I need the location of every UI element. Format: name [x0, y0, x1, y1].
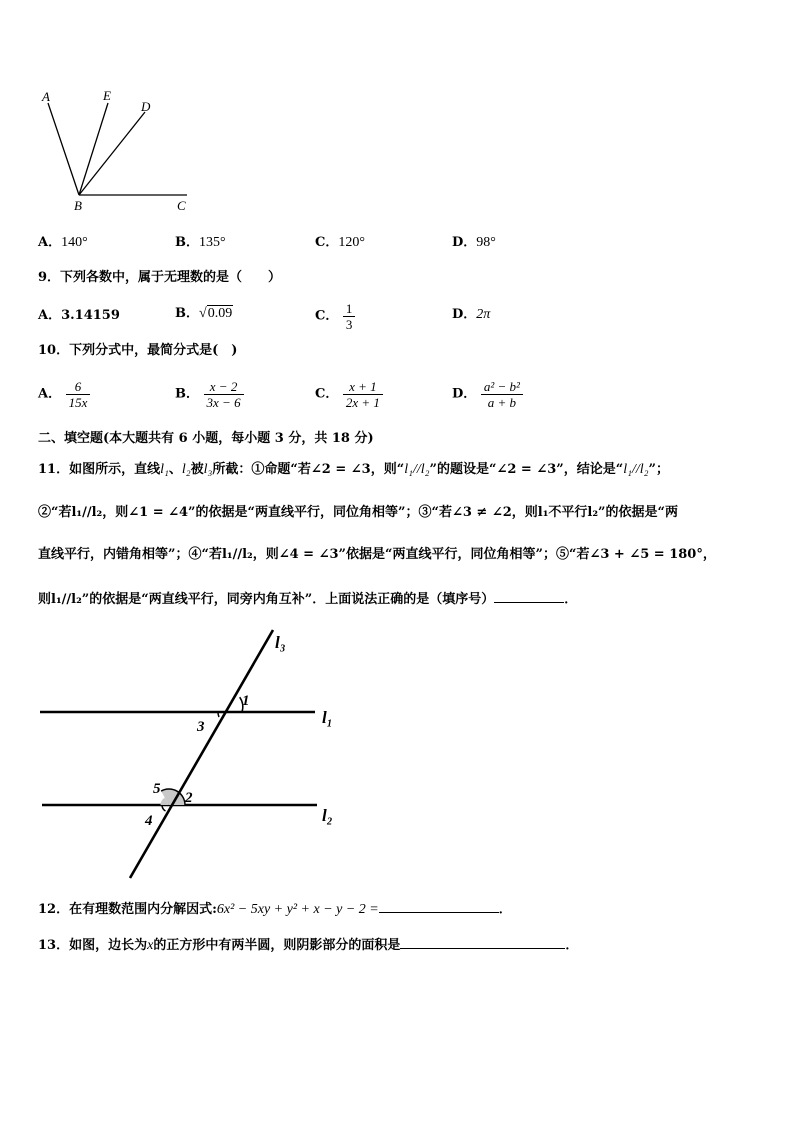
- q10-options: [38, 379, 558, 419]
- answer-blank-q12[interactable]: [379, 900, 499, 913]
- q9-option-a[interactable]: A．3.14159: [38, 308, 120, 323]
- label-l2: l₂: [322, 806, 333, 825]
- angle-label-1: 1: [242, 693, 250, 709]
- q9-option-b[interactable]: B．√0.09: [175, 306, 233, 321]
- q8-option-d[interactable]: D．98°: [452, 235, 496, 250]
- fraction-d: $\frac{\text{a² − b²}}{a + b}$: [481, 379, 523, 410]
- q10-stem: 10．下列分式中，最简分式是( ): [38, 343, 238, 358]
- fraction-c: $\frac{x + 1}{2x + 1}$: [343, 379, 383, 410]
- q10-option-b[interactable]: B． $\frac{x - 2}{3x - 6}$: [175, 379, 244, 410]
- q11-line-2: ②“若l₁//l₂，则∠1 = ∠4”的依据是“两直线平行，同位角相等”；③“若∠3 ≠ ∠2，则l₁不平行l₂”的依据是“两: [38, 505, 679, 520]
- label-A: A: [42, 89, 50, 104]
- fraction-a: $\frac{6}{15x}$: [66, 379, 91, 410]
- parallel-lines-figure: [35, 622, 355, 882]
- q10-option-c[interactable]: C． $\frac{x + 1}{2x + 1}$: [315, 379, 383, 410]
- angle-figure: [30, 85, 200, 215]
- label-D: D: [141, 99, 151, 114]
- label-l1: l₁: [322, 708, 333, 727]
- label-C: C: [177, 198, 186, 213]
- q8-option-a[interactable]: A．140°: [38, 235, 88, 250]
- label-l3: l₃: [275, 633, 286, 652]
- q9-options: [38, 301, 558, 337]
- q9-option-c[interactable]: C． $\frac{1}{3}$: [315, 301, 355, 332]
- q8-options: [38, 235, 558, 253]
- q11-line-4: 则l₁//l₂”的依据是“两直线平行，同旁内角互补”．上面说法正确的是（填序号） ．: [38, 592, 578, 607]
- label-E: E: [103, 88, 111, 103]
- label-B: B: [74, 198, 82, 213]
- q9-stem: 9．下列各数中，属于无理数的是（ ）: [38, 270, 282, 285]
- q12-line: 12．在有理数范围内分解因式:6x² − 5xy + y² + x − y − 2 = ．: [38, 902, 512, 917]
- q9-option-d[interactable]: D．2π: [452, 307, 491, 322]
- q8-option-c[interactable]: C．120°: [315, 235, 365, 250]
- q10-option-a[interactable]: A． $\frac{6}{15x}$: [38, 379, 90, 410]
- answer-blank-q11[interactable]: [494, 590, 564, 603]
- sqrt-symbol: √: [199, 306, 207, 321]
- answer-blank-q13[interactable]: [400, 936, 565, 949]
- q11-line-1: 11．如图所示，直线l₁、l₂被l₃所截：①命题“若∠2 = ∠3，则“l₁//l₂”的题设是“∠2 = ∠3”，结论是“l₁//l₂”；: [38, 462, 670, 477]
- section-title: 二、填空题(本大题共有 6 小题，每小题 3 分，共 18 分): [38, 431, 374, 446]
- fraction-one-third: $\frac{1}{3}$: [343, 301, 356, 332]
- q8-option-b[interactable]: B．135°: [175, 235, 226, 250]
- fraction-b: $\frac{x - 2}{3x - 6}$: [204, 379, 244, 410]
- angle-label-5: 5: [153, 781, 161, 797]
- angle-label-2: 2: [185, 790, 193, 806]
- q11-line-3: 直线平行，内错角相等”；④“若l₁//l₂，则∠4 = ∠3”依据是“两直线平行，同位角相等”；⑤“若∠3 + ∠5 = 180°，: [38, 547, 716, 562]
- q10-option-d[interactable]: D． $\frac{\text{a² − b²}}{a + b}$: [452, 379, 523, 410]
- angle-label-4: 4: [145, 813, 153, 829]
- q13-line: 13．如图，边长为x的正方形中有两半圆，则阴影部分的面积是 ．: [38, 938, 579, 953]
- angle-label-3: 3: [197, 719, 205, 735]
